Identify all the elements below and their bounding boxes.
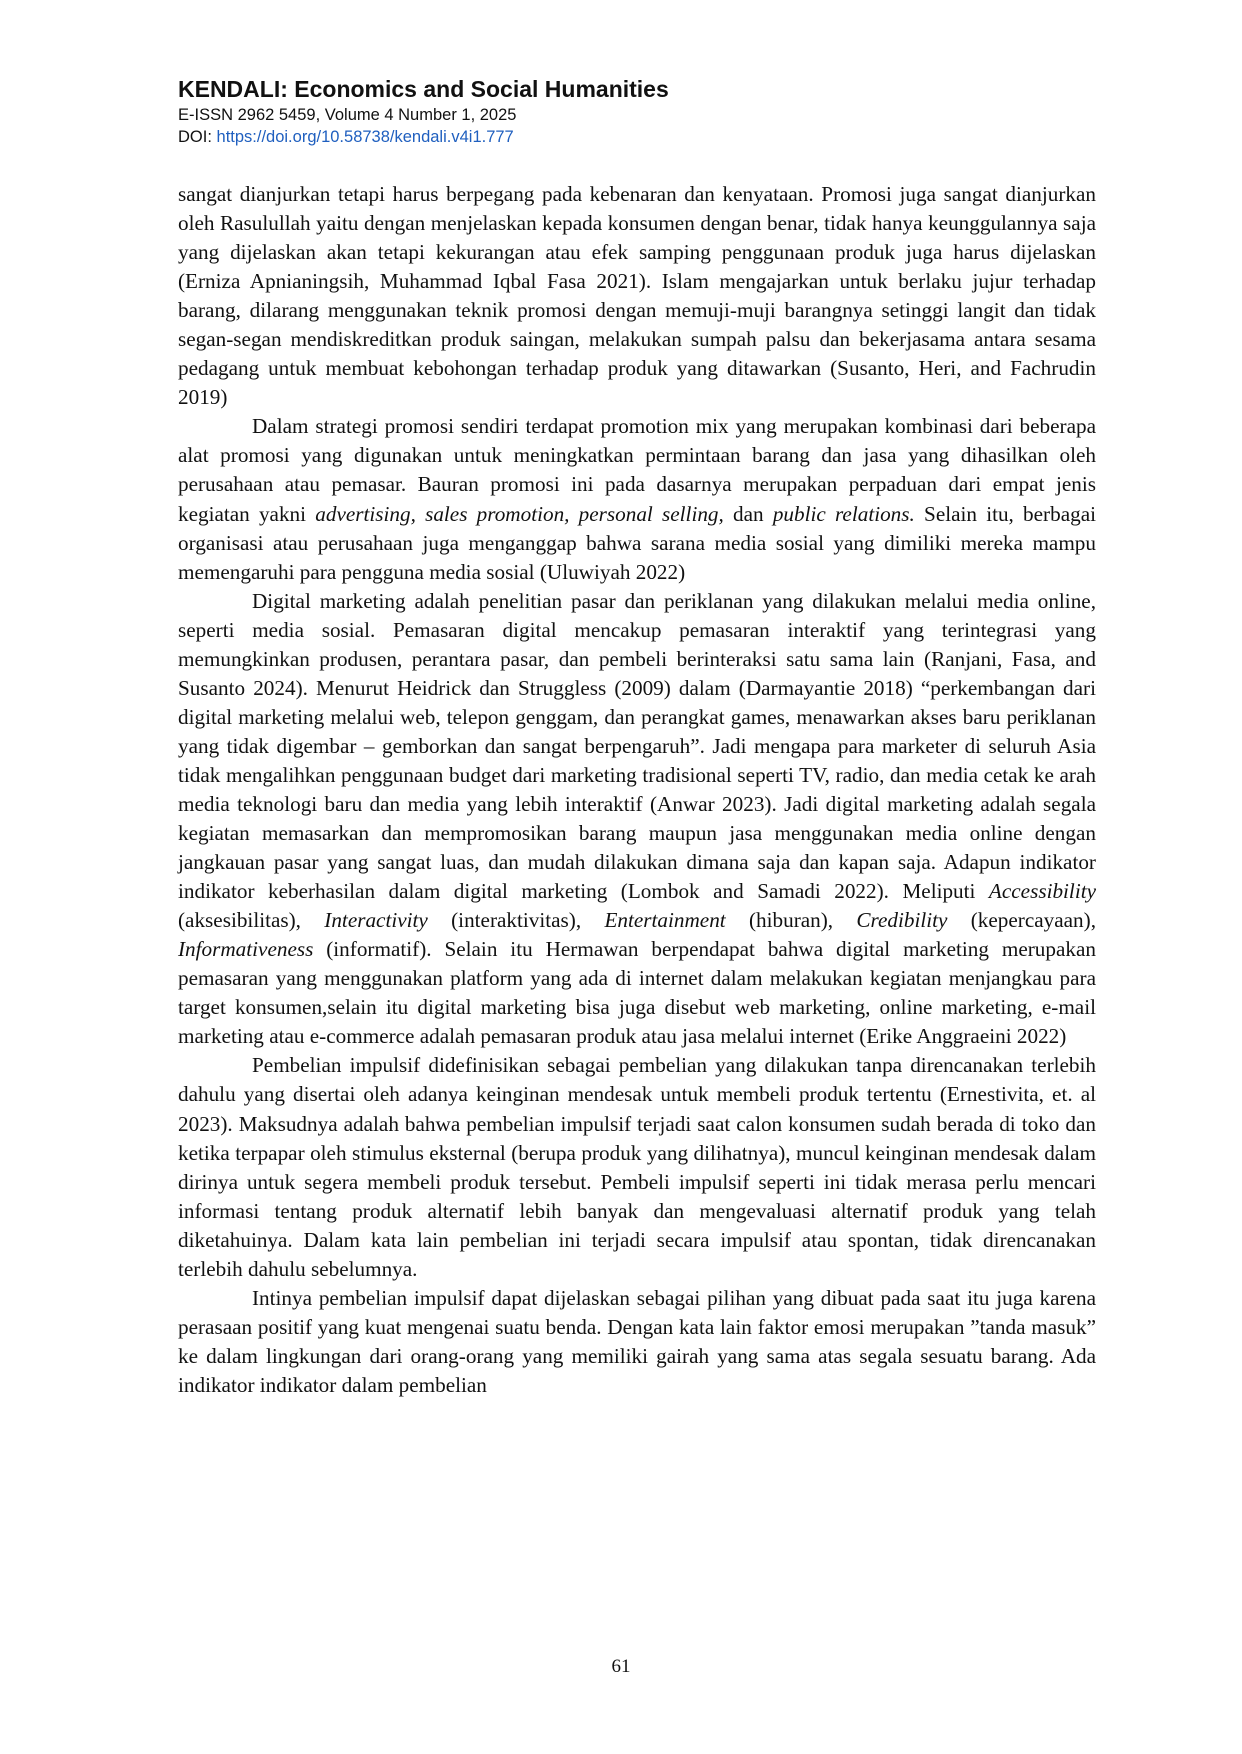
italic-term: Interactivity <box>324 908 428 933</box>
journal-title: KENDALI: Economics and Social Humanities <box>178 76 669 102</box>
body-paragraph <box>178 180 1096 412</box>
page-number: 61 <box>611 1656 631 1677</box>
text-run: sangat dianjurkan tetapi harus berpegang pada kebenaran dan kenyataan. Promosi juga sangat dianjurkan oleh Rasulullah yaitu dengan menjelaskan kepada konsumen dengan benar, tidak hanya keunggulannya saja yang dijelaskan akan tetapi kekurangan atau efek samping penggunaan produk juga harus dijelaskan (Erniza Apnianingsih, Muhammad Iqbal Fasa 2021). Islam mengajarkan untuk berlaku jujur terhadap barang, dilarang menggunakan teknik promosi dengan memuji-muji barangnya setinggi langit dan tidak segan-segan mendiskreditkan produk saingan, melakukan sumpah palsu dan bekerjasama antara sesama pedagang untuk membuat kebohongan terhadap produk yang ditawarkan (Susanto, Heri, and Fachrudin 2019) <box>178 182 1096 410</box>
body-paragraph <box>178 587 1096 1052</box>
italic-term: public relations. <box>772 501 915 526</box>
italic-term: Entertainment <box>604 908 726 933</box>
italic-term: advertising, sales promotion, personal selling, <box>315 501 724 526</box>
text-run: dan <box>723 501 773 526</box>
text-run: (interaktivitas), <box>427 908 605 933</box>
journal-header <box>178 74 669 148</box>
text-run: Pembelian impulsif didefinisikan sebagai pembelian yang dilakukan tanpa direncanakan terlebih dahulu yang disertai oleh adanya keinginan mendesak untuk membeli produk tertentu (Ernestivita, et. al 2023). Maksudnya adalah bahwa pembelian impulsif terjadi saat calon konsumen sudah berada di toko dan ketika terpapar oleh stimulus eksternal (berupa produk yang dilihatnya), muncul keinginan mendesak dalam dirinya untuk segera membeli produk tersebut. Pembeli impulsif seperti ini tidak merasa perlu mencari informasi tentang produk alternatif lebih banyak dan mengevaluasi alternatif produk yang telah diketahuinya. Dalam kata lain pembelian ini terjadi secara impulsif atau spontan, tidak direncanakan terlebih dahulu sebelumnya. <box>178 1053 1096 1281</box>
body-paragraph <box>178 1051 1096 1283</box>
text-run: (informatif). Selain itu Hermawan berpendapat bahwa digital marketing merupakan pemasaran yang menggunakan platform yang ada di internet dalam melakukan kegiatan menjangkau para target konsumen,selain itu digital marketing bisa juga disebut web marketing, online marketing, e-mail marketing atau e-commerce adalah pemasaran produk atau jasa melalui internet (Erike Anggraeini 2022) <box>178 937 1096 1049</box>
body-paragraph <box>178 1284 1096 1400</box>
italic-term: Informativeness <box>178 937 314 962</box>
text-run: Dalam strategi promosi sendiri terdapat promotion mix yang merupakan kombinasi dari beberapa alat promosi yang digunakan untuk meningkatkan permintaan barang dan jasa yang dihasilkan oleh perusahaan atau pemasar. Bauran promosi ini pada dasarnya merupakan perpaduan dari empat jenis kegiatan yakni <box>178 414 1096 526</box>
text-run: Digital marketing adalah penelitian pasar dan periklanan yang dilakukan melalui media online, seperti media sosial. Pemasaran digital mencakup pemasaran interaktif yang terintegrasi yang memungkinkan produsen, perantara pasar, dan pembeli berinteraksi satu sama lain (Ranjani, Fasa, and Susanto 2024). Menurut Heidrick dan Struggless (2009) dalam (Darmayantie 2018) “perkembangan dari digital marketing melalui web, telepon genggam, dan perangkat games, menawarkan akses baru periklanan yang tidak digembar – gemborkan dan sangat berpengaruh”. Jadi mengapa para marketer di seluruh Asia tidak mengalihkan penggunaan budget dari marketing tradisional seperti TV, radio, dan media cetak ke arah media teknologi baru dan media yang lebih interaktif (Anwar 2023). Jadi digital marketing adalah segala kegiatan memasarkan dan mempromosikan barang maupun jasa menggunakan media online dengan jangkauan pasar yang sangat luas, dan mudah dilakukan dimana saja dan kapan saja. Adapun indikator indikator keberhasilan dalam digital marketing (Lombok and Samadi 2022). Meliputi <box>178 588 1096 904</box>
text-run: (kepercayaan), <box>947 908 1096 933</box>
doi-label: DOI: <box>178 128 217 146</box>
issn-line: E-ISSN 2962 5459, Volume 4 Number 1, 2025 <box>178 106 517 124</box>
text-run: Intinya pembelian impulsif dapat dijelaskan sebagai pilihan yang dibuat pada saat itu juga karena perasaan positif yang kuat mengenai suatu benda. Dengan kata lain faktor emosi merupakan ”tanda masuk” ke dalam lingkungan dari orang-orang yang memiliki gairah yang sama atas segala sesuatu barang. Ada indikator indikator dalam pembelian <box>178 1285 1096 1397</box>
text-run: Selain itu, berbagai organisasi atau perusahaan juga menganggap bahwa sarana media sosial yang dimiliki mereka mampu memengaruhi para pengguna media sosial (Uluwiyah 2022) <box>178 501 1096 584</box>
doi-line <box>178 126 669 148</box>
doi-link[interactable]: https://doi.org/10.58738/kendali.v4i1.777 <box>216 128 514 146</box>
body-text <box>178 180 1096 1400</box>
italic-term: Accessibility <box>988 879 1096 904</box>
body-paragraph <box>178 412 1096 586</box>
text-run: (hiburan), <box>725 908 857 933</box>
text-run: (aksesibilitas), <box>178 908 325 933</box>
italic-term: Credibility <box>856 908 948 933</box>
